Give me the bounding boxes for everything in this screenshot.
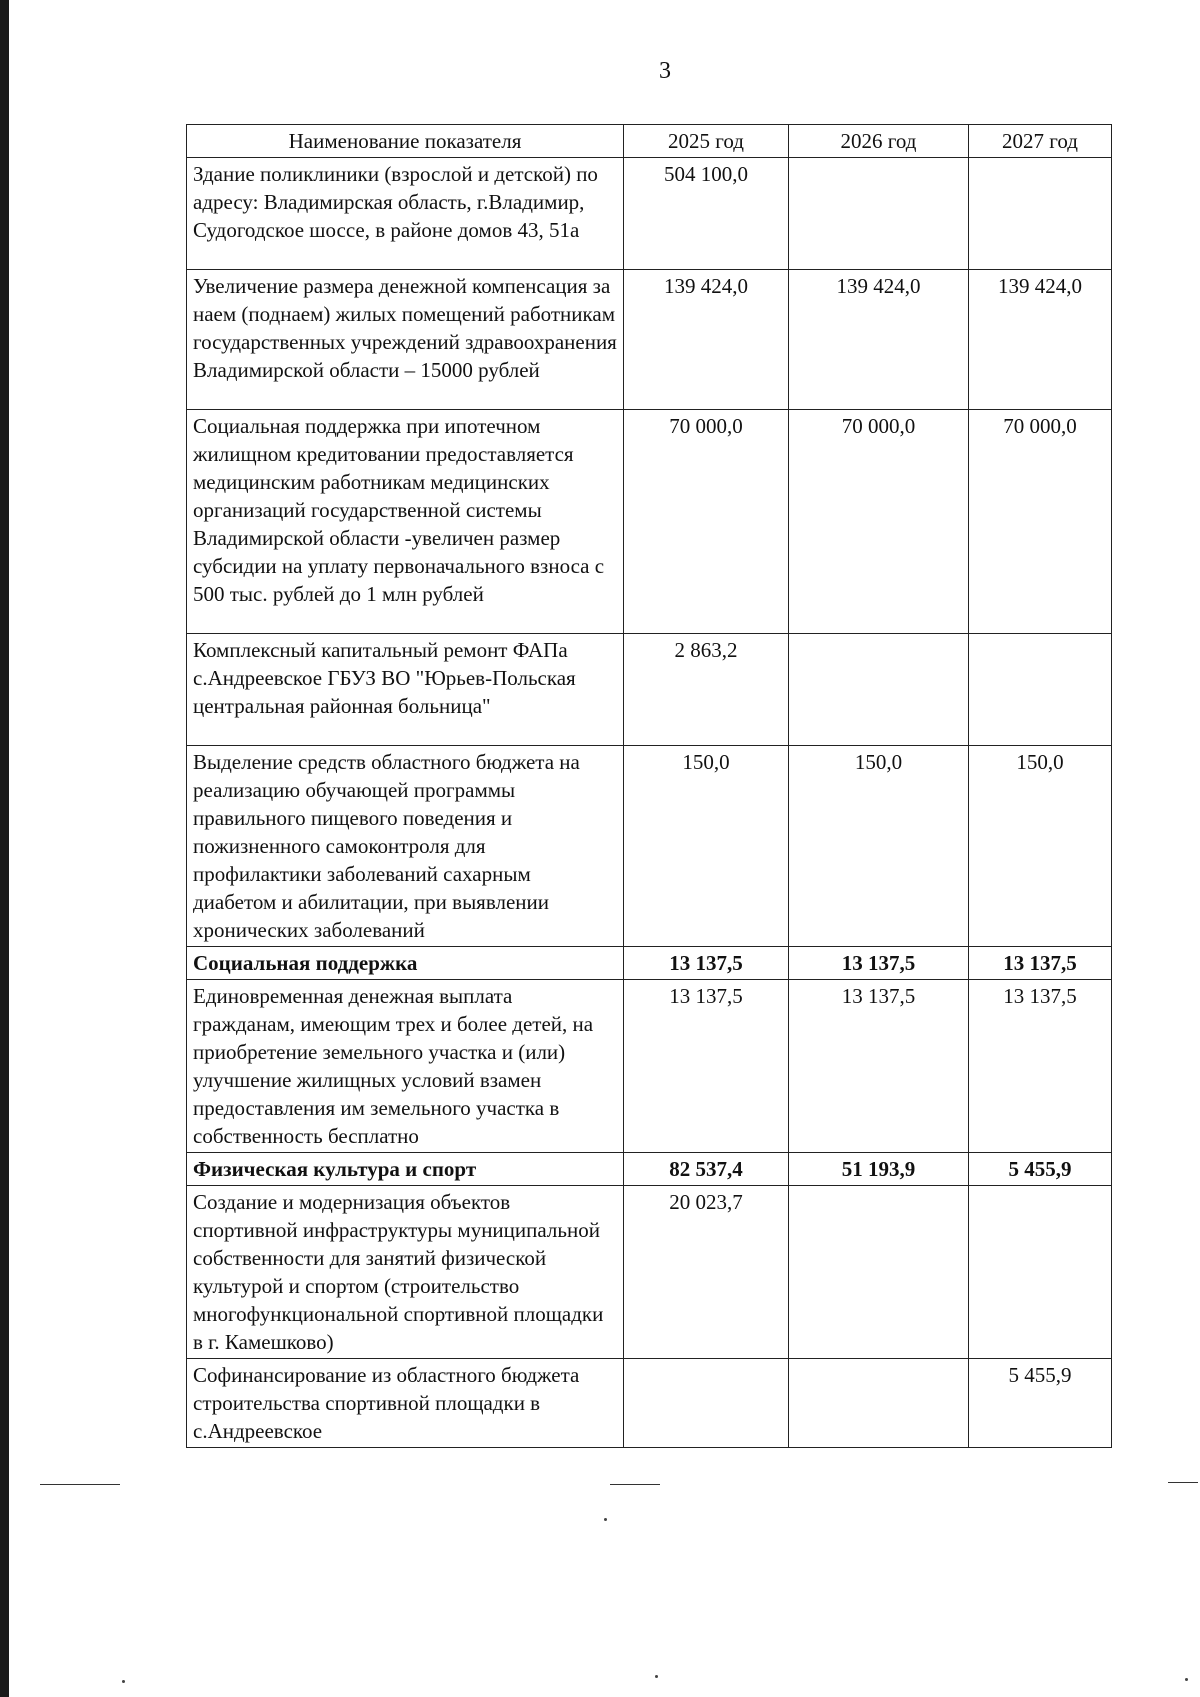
row-value-2027: 150,0 — [969, 746, 1112, 947]
row-value-2025: 150,0 — [624, 746, 789, 947]
scan-mark-center — [610, 1484, 660, 1485]
table-row — [187, 270, 1112, 410]
section-name: Социальная поддержка — [187, 947, 624, 980]
scan-edge — [0, 0, 9, 1697]
scan-speck — [122, 1680, 125, 1683]
row-name: Социальная поддержка при ипотечном жилищном кредитовании предоставляется медицинским работникам медицинских организаций государственной системы Владимирской области -увеличен размер субсидии на уплату первоначального взноса с 500 тыс. рублей до 1 млн рублей — [187, 410, 624, 634]
row-name: Единовременная денежная выплата гражданам, имеющим трех и более детей, на приобретение земельного участка и (или) улучшение жилищных условий взамен предоставления им земельного участка в собственность бесплатно — [187, 980, 624, 1153]
row-value-2026: 139 424,0 — [789, 270, 969, 410]
row-value-2026: 70 000,0 — [789, 410, 969, 634]
row-value-2027: 5 455,9 — [969, 1359, 1112, 1448]
table-header-row — [187, 125, 1112, 158]
table-row — [187, 634, 1112, 746]
row-value-2026: 150,0 — [789, 746, 969, 947]
scan-speck — [1185, 1678, 1188, 1681]
scan-mark-right — [1168, 1482, 1198, 1483]
row-value-2026 — [789, 1186, 969, 1359]
row-value-2027 — [969, 1186, 1112, 1359]
row-name: Софинансирование из областного бюджета строительства спортивной площадки в с.Андреевское — [187, 1359, 624, 1448]
row-value-2026 — [789, 158, 969, 270]
section-name: Физическая культура и спорт — [187, 1153, 624, 1186]
row-value-2026 — [789, 1359, 969, 1448]
row-value-2025: 2 863,2 — [624, 634, 789, 746]
row-name: Выделение средств областного бюджета на реализацию обучающей программы правильного пищевого поведения и пожизненного самоконтроля для профилактики заболеваний сахарным диабетом и абилитации, при выявлении хронических заболеваний — [187, 746, 624, 947]
row-value-2025: 13 137,5 — [624, 980, 789, 1153]
page-number: 3 — [659, 58, 671, 84]
table-row — [187, 410, 1112, 634]
section-value-2026: 13 137,5 — [789, 947, 969, 980]
row-value-2025: 504 100,0 — [624, 158, 789, 270]
header-year-2026: 2026 год — [789, 125, 969, 158]
row-value-2027: 139 424,0 — [969, 270, 1112, 410]
row-name: Увеличение размера денежной компенсация за наем (поднаем) жилых помещений работникам государственных учреждений здравоохранения Владимирской области – 15000 рублей — [187, 270, 624, 410]
row-value-2027: 13 137,5 — [969, 980, 1112, 1153]
scan-speck — [604, 1518, 607, 1521]
row-name: Комплексный капитальный ремонт ФАПа с.Андреевское ГБУЗ ВО "Юрьев-Польская центральная районная больница" — [187, 634, 624, 746]
row-value-2027 — [969, 634, 1112, 746]
row-name: Создание и модернизация объектов спортивной инфраструктуры муниципальной собственности для занятий физической культурой и спортом (строительство многофункциональной спортивной площадки в г. Камешково) — [187, 1186, 624, 1359]
row-value-2026: 13 137,5 — [789, 980, 969, 1153]
table-row — [187, 746, 1112, 947]
table-section-row — [187, 1153, 1112, 1186]
row-value-2025: 70 000,0 — [624, 410, 789, 634]
table-row — [187, 158, 1112, 270]
table-row — [187, 1359, 1112, 1448]
header-year-2027: 2027 год — [969, 125, 1112, 158]
scan-mark-left — [40, 1484, 120, 1485]
header-indicator-name: Наименование показателя — [187, 125, 624, 158]
row-value-2026 — [789, 634, 969, 746]
row-value-2025 — [624, 1359, 789, 1448]
header-year-2025: 2025 год — [624, 125, 789, 158]
table-row — [187, 1186, 1112, 1359]
budget-table — [186, 124, 1112, 1448]
section-value-2026: 51 193,9 — [789, 1153, 969, 1186]
table-body — [187, 158, 1112, 1448]
table-section-row — [187, 947, 1112, 980]
row-name: Здание поликлиники (взрослой и детской) по адресу: Владимирская область, г.Владимир, Судогодское шоссе, в районе домов 43, 51а — [187, 158, 624, 270]
row-value-2025: 139 424,0 — [624, 270, 789, 410]
section-value-2025: 13 137,5 — [624, 947, 789, 980]
row-value-2027: 70 000,0 — [969, 410, 1112, 634]
scan-speck — [655, 1675, 658, 1678]
row-value-2027 — [969, 158, 1112, 270]
row-value-2025: 20 023,7 — [624, 1186, 789, 1359]
section-value-2025: 82 537,4 — [624, 1153, 789, 1186]
section-value-2027: 13 137,5 — [969, 947, 1112, 980]
section-value-2027: 5 455,9 — [969, 1153, 1112, 1186]
table-row — [187, 980, 1112, 1153]
